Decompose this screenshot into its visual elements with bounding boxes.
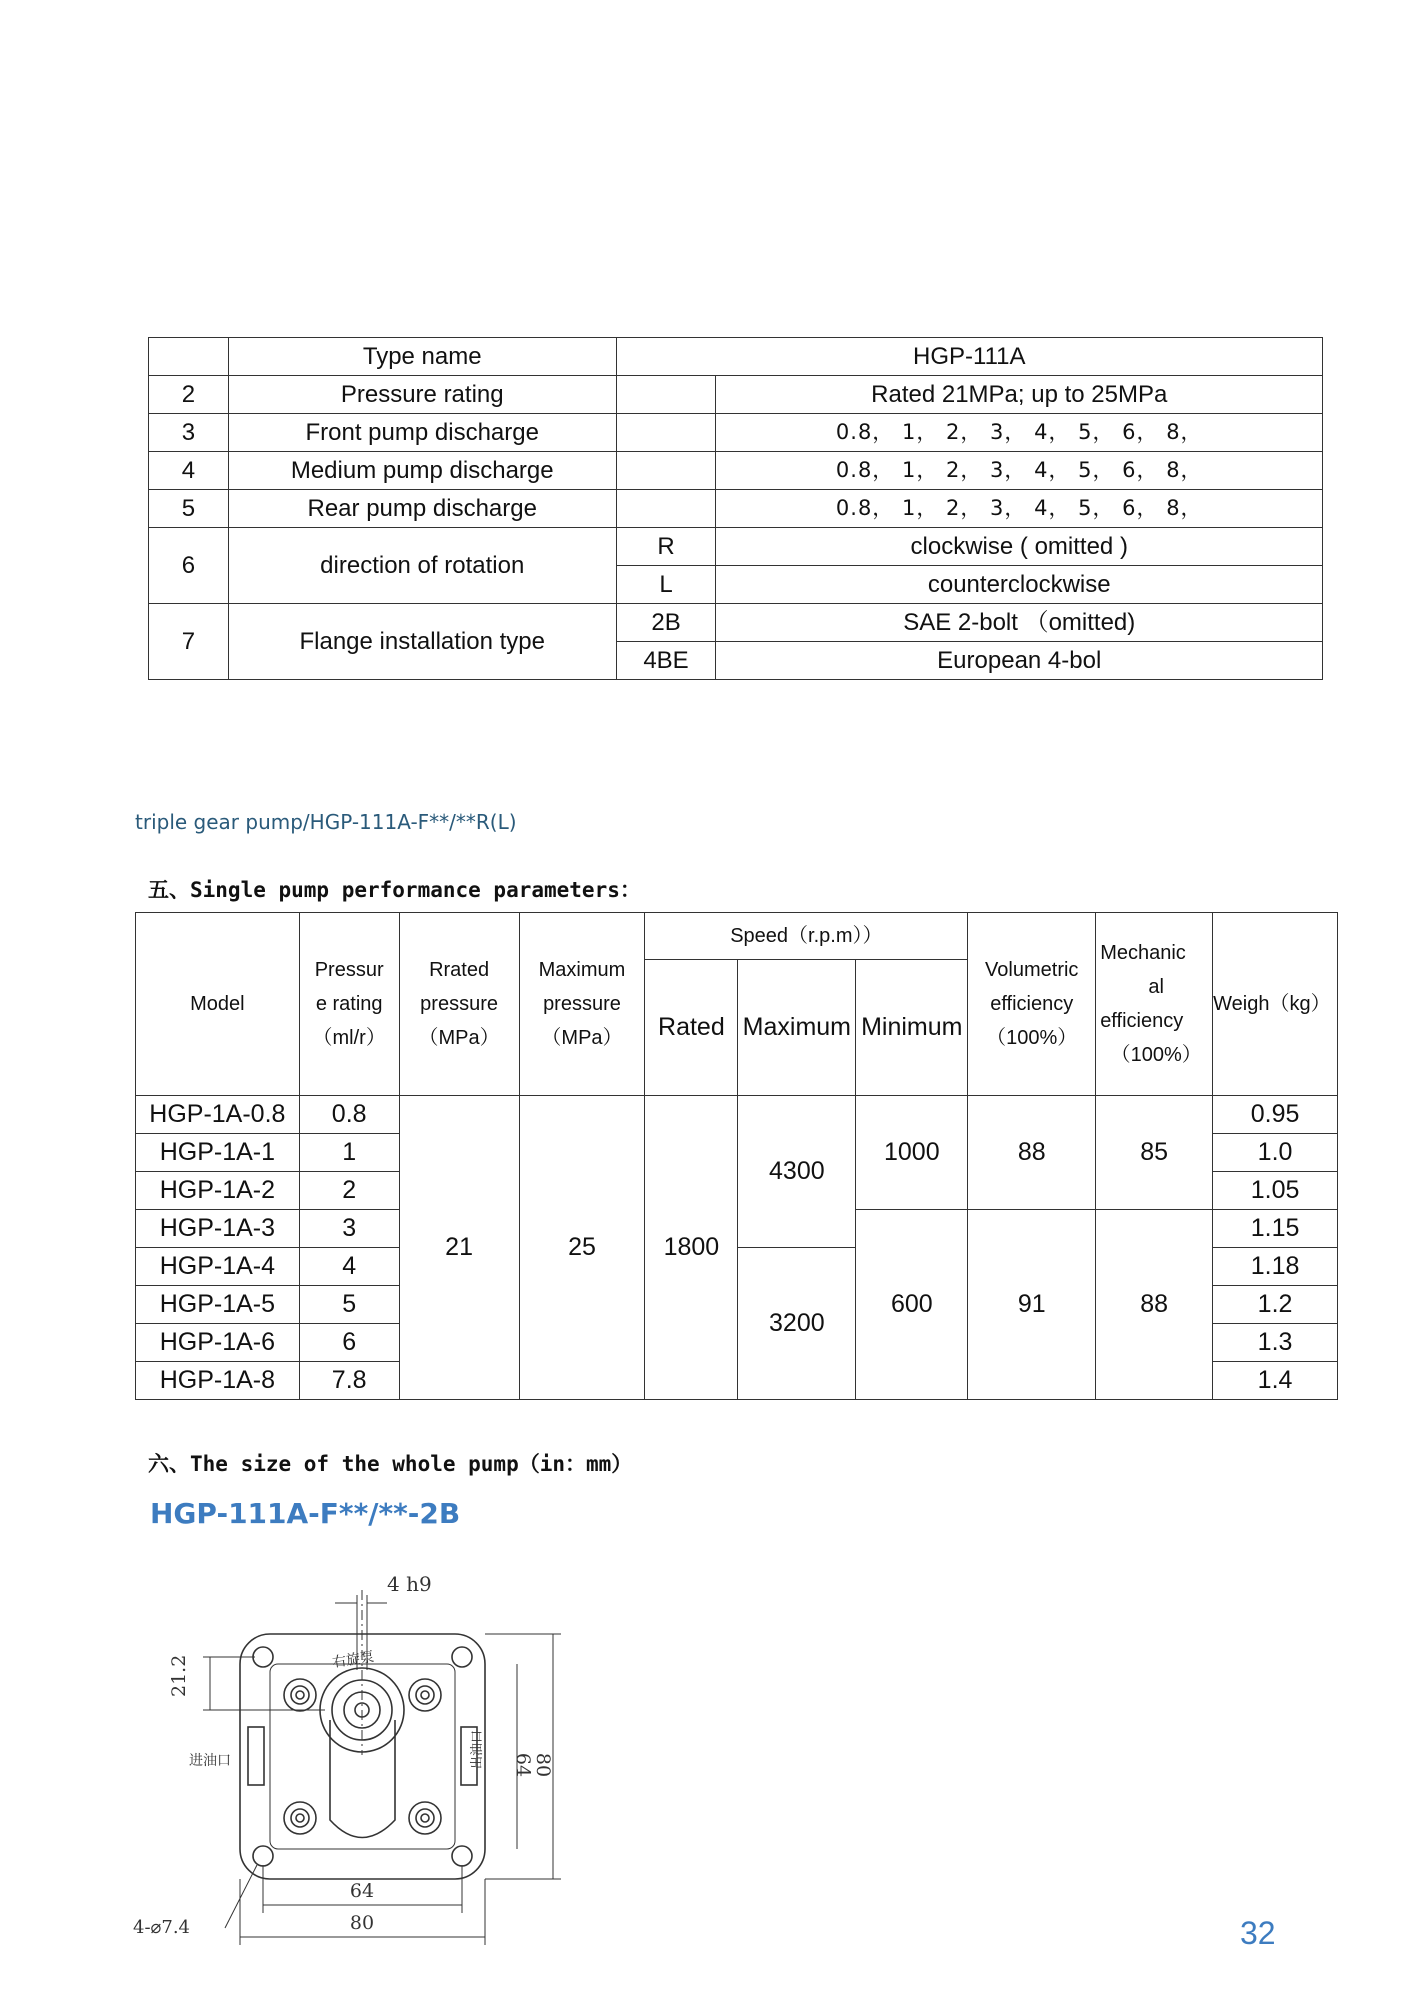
model-cell: HGP-1A-1 [136,1134,300,1172]
min-speed-cell: 600 [856,1210,968,1400]
row-number: 5 [149,490,229,528]
header-speed: Speed（r.p.m）） [645,913,968,960]
row-number: 3 [149,414,229,452]
header-mech-eff: Mechanic al efficiency （100%） [1096,913,1213,1096]
row-number: 6 [149,528,229,604]
header-rated-pressure: Rrated pressure （MPa） [399,913,519,1096]
row-value: 0.8， 1， 2， 3， 4， 5， 6， 8， [716,490,1323,528]
drawing-title: HGP-111A-F**/**-2B [150,1497,461,1530]
min-speed-cell: 1000 [856,1096,968,1210]
displacement-cell: 6 [299,1324,399,1362]
model-cell: HGP-1A-4 [136,1248,300,1286]
displacement-cell: 2 [299,1172,399,1210]
dim-label: 80 [349,1912,375,1934]
row-label: Front pump discharge [228,414,616,452]
model-cell: HGP-1A-3 [136,1210,300,1248]
page-number: 32 [1240,1915,1276,1951]
rated-speed-cell: 1800 [645,1096,738,1400]
mount-hole [253,1647,273,1667]
row-label: Type name [228,338,616,376]
row-value: counterclockwise [716,566,1323,604]
dim-label: 21.2 [168,1654,190,1697]
weight-cell: 1.3 [1213,1324,1338,1362]
weight-cell: 1.0 [1213,1134,1338,1172]
row-code: L [616,566,716,604]
row-value: 0.8， 1， 2， 3， 4， 5， 6， 8， [716,452,1323,490]
displacement-cell: 1 [299,1134,399,1172]
displacement-cell: 7.8 [299,1362,399,1400]
displacement-cell: 4 [299,1248,399,1286]
pump-label: 右旋泵 [331,1649,376,1671]
model-cell: HGP-1A-5 [136,1286,300,1324]
rated-pressure-cell: 21 [399,1096,519,1400]
weight-cell: 1.4 [1213,1362,1338,1400]
header-weight: Weigh（kg） [1213,913,1338,1096]
row-value: SAE 2-bolt （omitted) [716,604,1323,642]
mech-eff-cell: 88 [1096,1210,1213,1400]
row-value: 0.8， 1， 2， 3， 4， 5， 6， 8， [716,414,1323,452]
header-pressure-rating: Pressur e rating （ml/r） [299,913,399,1096]
header-max-pressure: Maximum pressure （MPa） [519,913,645,1096]
row-value: Rated 21MPa; up to 25MPa [716,376,1323,414]
holes-label: 4-⌀7.4 [133,1917,190,1938]
mount-hole [253,1846,273,1866]
model-cell: HGP-1A-6 [136,1324,300,1362]
row-label: direction of rotation [228,528,616,604]
table-row [149,604,1323,642]
row-label: Pressure rating [228,376,616,414]
displacement-cell: 3 [299,1210,399,1248]
dim-label: 64 [349,1880,375,1902]
dim-label: 80 [532,1752,554,1778]
row-label: Medium pump discharge [228,452,616,490]
header-rated-speed: Rated [645,960,738,1096]
header-max-speed: Maximum [738,960,856,1096]
weight-cell: 1.18 [1213,1248,1338,1286]
inlet-label: 进油口 [189,1753,231,1769]
table-row [149,376,1323,414]
table-row [149,528,1323,566]
max-speed-cell: 3200 [738,1248,856,1400]
row-code [616,490,716,528]
weight-cell: 1.15 [1213,1210,1338,1248]
table-row [136,1096,1338,1134]
row-value: clockwise ( omitted ) [716,528,1323,566]
row-value: HGP-111A [616,338,1322,376]
weight-cell: 1.05 [1213,1172,1338,1210]
header-vol-eff: Volumetric efficiency （100%） [968,913,1096,1096]
header-model: Model [136,913,300,1096]
table-row [149,490,1323,528]
table-row [149,414,1323,452]
row-number: 7 [149,604,229,680]
row-code: R [616,528,716,566]
row-code [616,414,716,452]
row-code: 2B [616,604,716,642]
header-min-speed: Minimum [856,960,968,1096]
mount-hole [452,1647,472,1667]
row-code [616,376,716,414]
row-number [149,338,229,376]
row-label: Rear pump discharge [228,490,616,528]
outlet-label: 出油口 [470,1729,485,1769]
vol-eff-cell: 91 [968,1210,1096,1400]
row-label: Flange installation type [228,604,616,680]
row-code: 4BE [616,642,716,680]
mount-hole [452,1846,472,1866]
row-number: 2 [149,376,229,414]
dim-label: 4 h9 [387,1572,432,1596]
weight-cell: 1.2 [1213,1286,1338,1324]
displacement-cell: 5 [299,1286,399,1324]
inlet-port [248,1727,264,1785]
max-speed-cell: 4300 [738,1096,856,1248]
weight-cell: 0.95 [1213,1096,1338,1134]
product-subtitle: triple gear pump/HGP-111A-F**/**R(L) [135,810,517,834]
header-row [136,913,1338,960]
dim-label: 64 [512,1752,534,1778]
pump-dimension-drawing [125,1555,605,2005]
row-number: 4 [149,452,229,490]
section5-heading: 五、Single pump performance parameters： [148,878,641,902]
model-cell: HGP-1A-8 [136,1362,300,1400]
mech-eff-cell: 85 [1096,1096,1213,1210]
model-cell: HGP-1A-2 [136,1172,300,1210]
vol-eff-cell: 88 [968,1096,1096,1210]
spec-table [148,337,1323,680]
table-row [149,452,1323,490]
model-cell: HGP-1A-0.8 [136,1096,300,1134]
table-row [149,338,1323,376]
row-value: European 4-bol [716,642,1323,680]
max-pressure-cell: 25 [519,1096,645,1400]
row-code [616,452,716,490]
displacement-cell: 0.8 [299,1096,399,1134]
section6-heading: 六、The size of the whole pump（in：mm） [148,1452,633,1476]
leader-line [225,1865,257,1928]
performance-table [135,912,1338,1400]
